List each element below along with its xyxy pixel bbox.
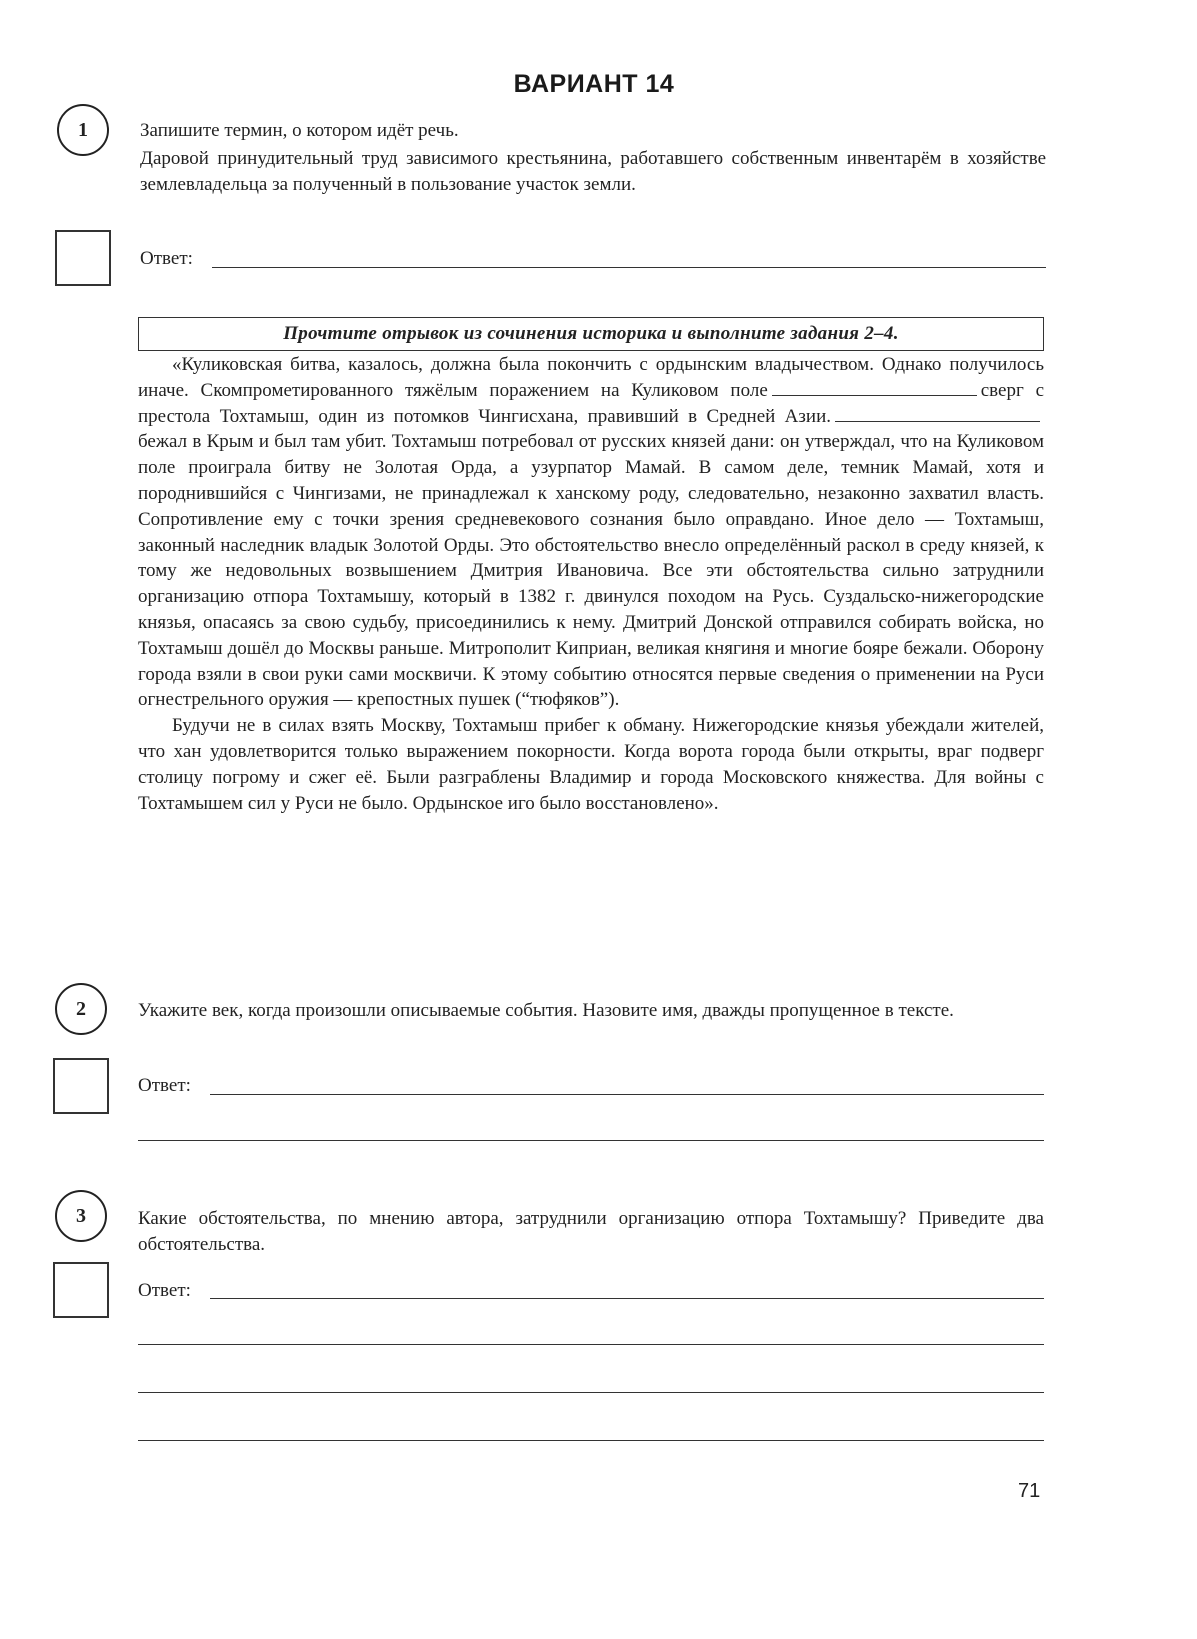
task-3-text: Какие обстоятельства, по мнению автора, затруднили организацию отпора Тохтамышу? Приведите два обстоятельства. [138,1208,1044,1255]
task-3-answer-line-1[interactable] [210,1298,1044,1299]
task-2-answer-box[interactable] [53,1058,109,1114]
task-2-answer-line-1[interactable] [210,1094,1044,1095]
task-2-answer-line-2[interactable] [138,1140,1044,1141]
passage-blank-1 [772,395,977,396]
task-1-answer-label: Ответ: [140,248,193,269]
passage [138,352,1044,816]
task-3-answer-label: Ответ: [138,1280,191,1301]
task-2-number: 2 [55,983,107,1035]
page-title: ВАРИАНТ 14 [513,70,675,98]
task-3-answer-line-3[interactable] [138,1392,1044,1393]
task-2-text: Укажите век, когда произошли описываемые события. Назовите имя, дважды пропущенное в тексте. [138,1000,954,1021]
task-3-answer-line-4[interactable] [138,1440,1044,1441]
page-number: 71 [1018,1480,1041,1502]
instruction-box: Прочтите отрывок из сочинения историка и выполните задания 2–4. [138,317,1044,351]
task-2-answer-label: Ответ: [138,1075,191,1096]
passage-text-3: бежал в Крым и был там убит. Тохтамыш потребовал от русских князей дани: он утверждал, что на Куликовом поле проиграла битву не Золотая Орда, а узурпатор Мамай. В самом деле, темник Мамай, хотя и породнившийся с Чингизами, не принадлежал к ханскому роду, следовательно, незаконно захватил власть. Сопротивление ему с точки зрения средневекового сознания было оправдано. Иное дело — Тохтамыш, законный наследник владык Золотой Орды. Это обстоятельство внесло определённый раскол в среду князей, к тому же недовольных возвышением Дмитрия Ивановича. Все эти обстоятельства сильно затруднили организацию отпора Тохтамышу, который в 1382 г. двинулся походом на Русь. Суздальско-нижегородские князья, опасаясь за свою судьбу, присоединились к нему. Дмитрий Донской отправился собирать войска, но Тохтамыш дошёл до Москвы раньше. Митрополит Киприан, великая княгиня и многие бояре бежали. Оборону города взяли в свои руки сами москвичи. К этому событию относятся первые сведения о применении на Руси огнестрельного оружия — крепостных пушек (“тюфяков”). [138,431,1044,711]
passage-text-2: сверг с престола Тохтамыш, один из потомков Чингисхана, правивший в Средней Азии. [138,379,1044,427]
task-1-answer-line[interactable] [212,267,1046,268]
passage-text-1: «Куликовская битва, казалось, должна была покончить с ордынским владычеством. Однако получилось иначе. Скомпрометированного тяжёлым поражением на Куликовом поле [138,354,1044,401]
task-1-number: 1 [57,104,109,156]
task-3-answer-box[interactable] [53,1262,109,1318]
task-1-prompt: Запишите термин, о котором идёт речь. [140,120,459,141]
task-3-number: 3 [55,1190,107,1242]
task-1-answer-box[interactable] [55,230,111,286]
task-3-answer-line-2[interactable] [138,1344,1044,1345]
passage-blank-2 [835,421,1040,422]
task-1-text: Даровой принудительный труд зависимого крестьянина, работавшего собственным инвентарём в хозяйстве землевладельца за полученный в пользование участок земли. [140,148,1046,195]
passage-paragraph-2: Будучи не в силах взять Москву, Тохтамыш прибег к обману. Нижегородские князья убеждали жителей, что хан удовлетворится только выражением покорности. Когда ворота города были открыты, враг подверг столицу погрому и сжег её. Были разграблены Владимир и города Московского княжества. Для войны с Тохтамышем сил у Руси не было. Ордынское иго было восстановлено». [138,715,1044,814]
passage-paragraph-1 [138,352,1044,713]
